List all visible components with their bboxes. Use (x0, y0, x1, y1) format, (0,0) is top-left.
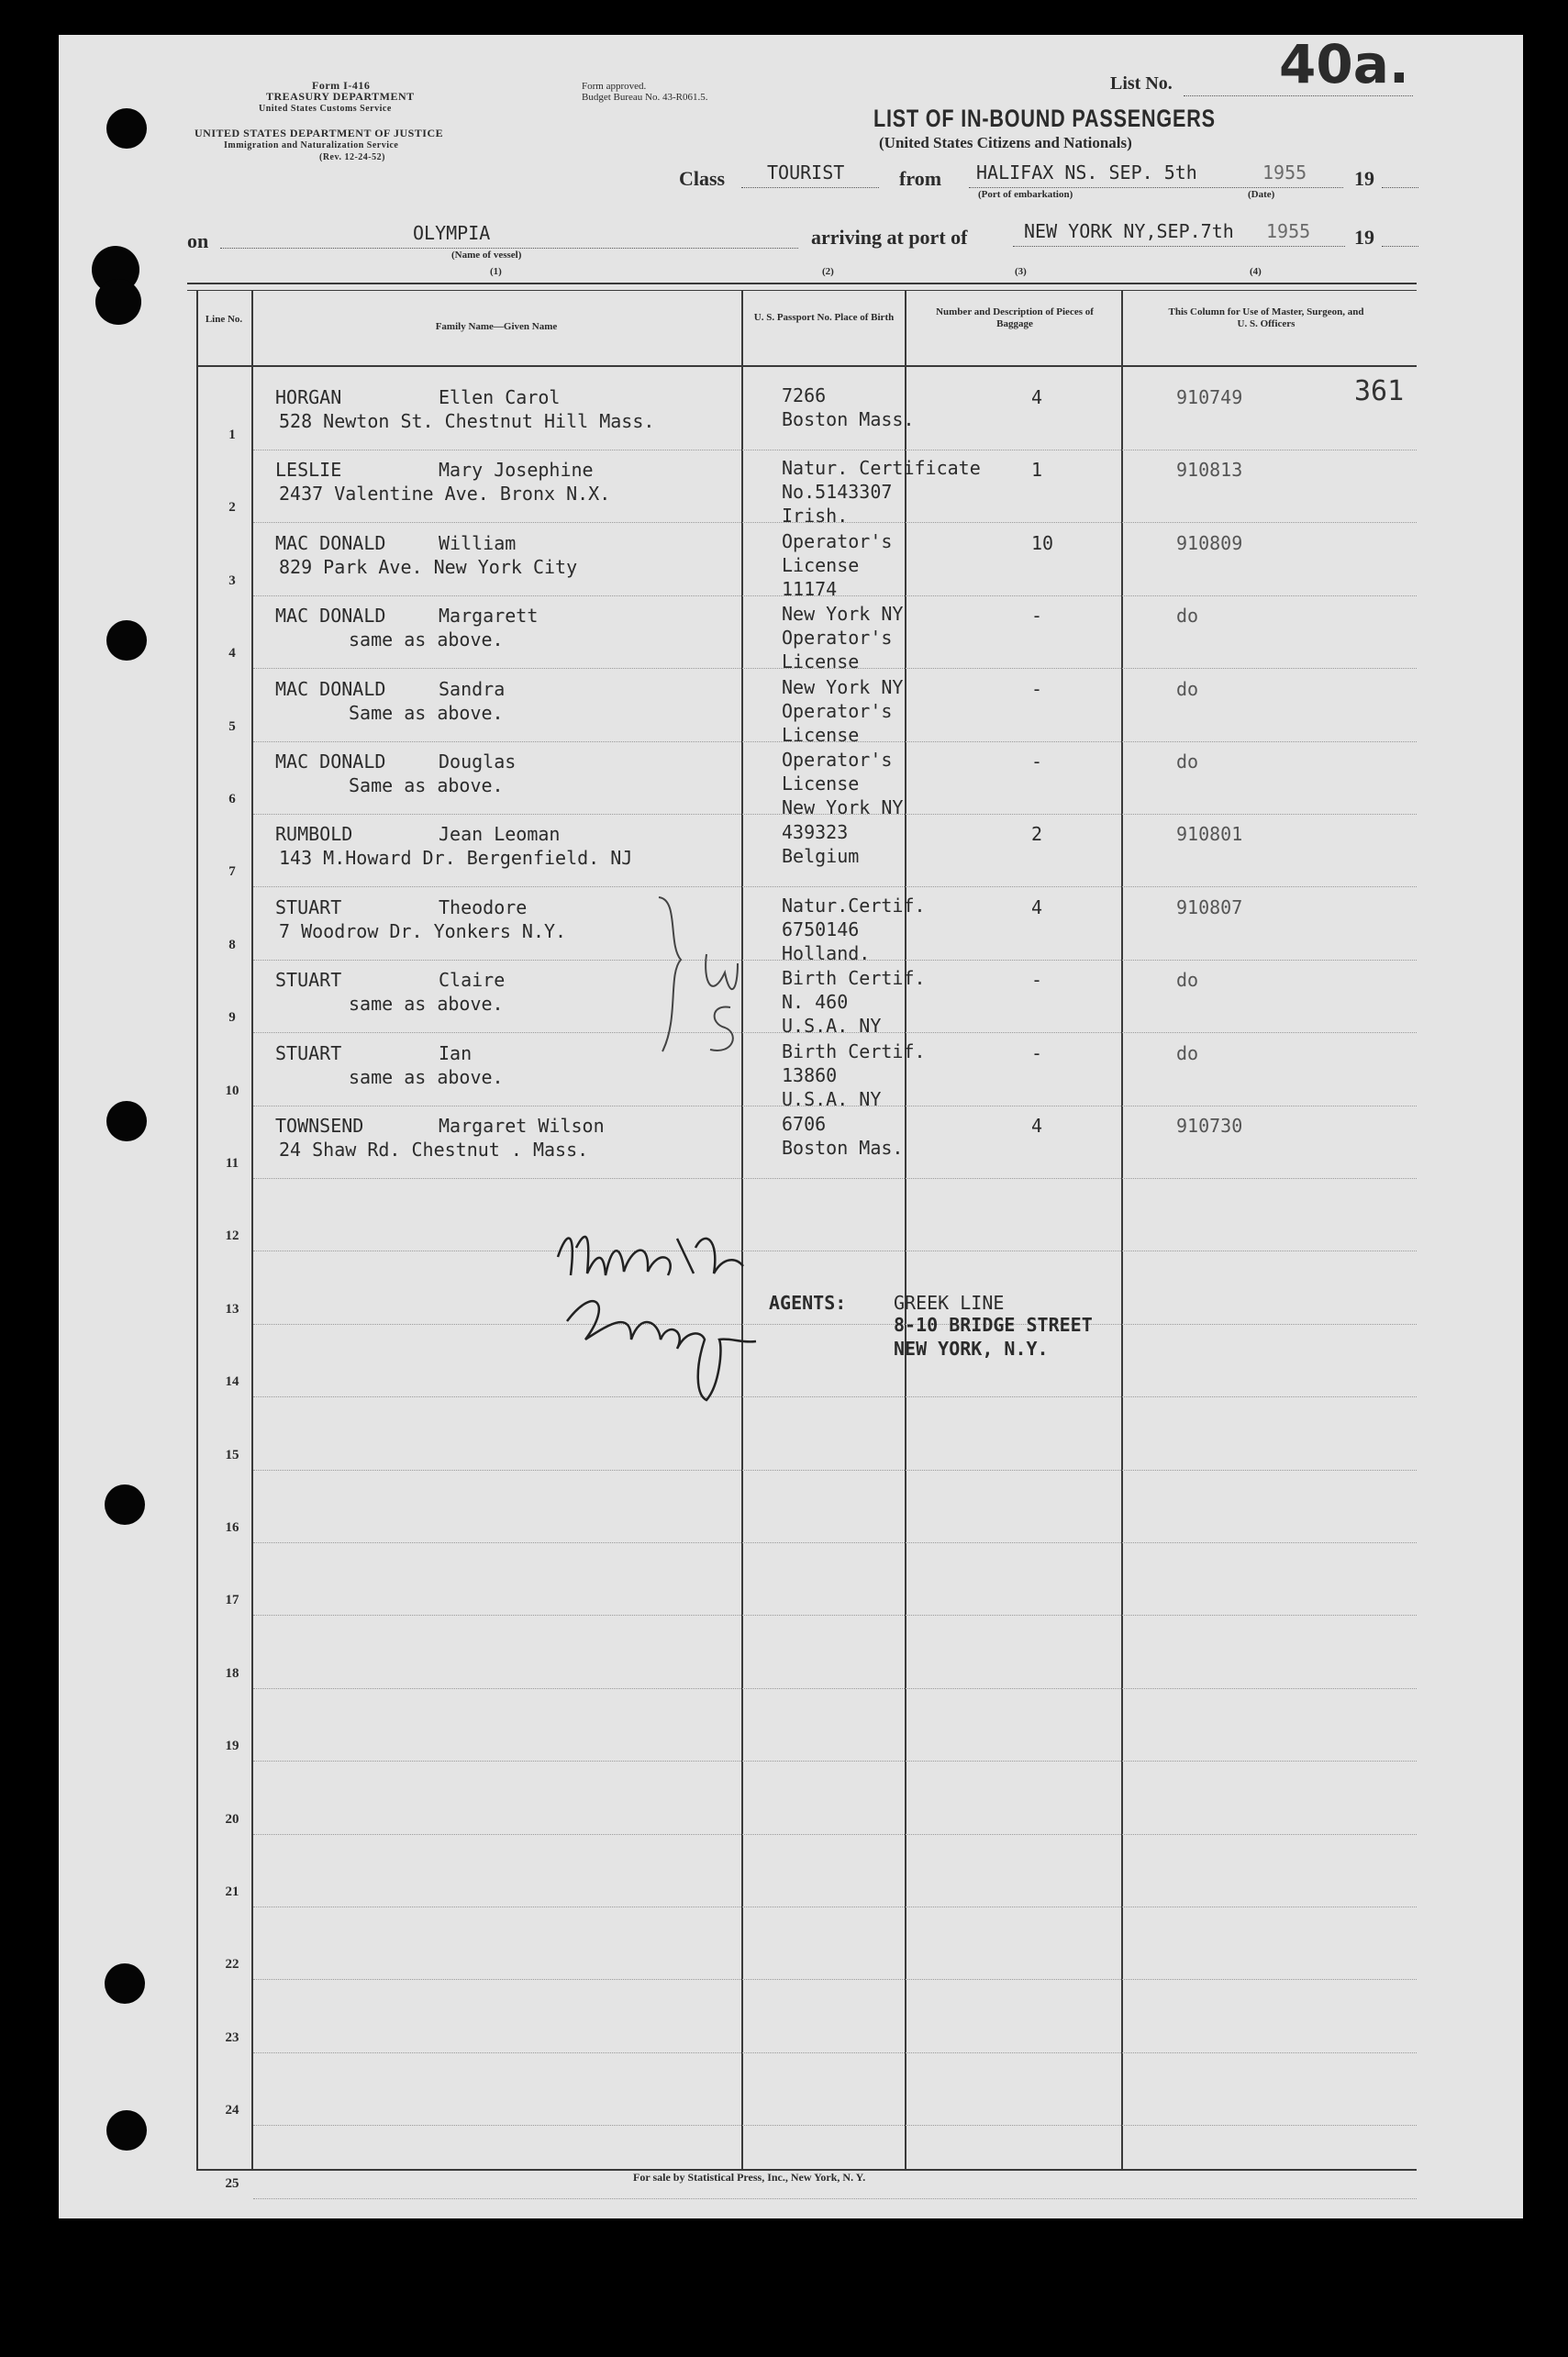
address: Same as above. (349, 701, 504, 724)
arrival-year: 1955 (1266, 220, 1311, 242)
baggage-count: - (1031, 1041, 1043, 1064)
header-passport: U. S. Passport No. Place of Birth (753, 312, 895, 323)
officer-code: 910813 (1176, 459, 1243, 482)
officer-code: 910730 (1176, 1115, 1243, 1137)
baggage-count: 4 (1031, 895, 1043, 918)
line-number: 18 (225, 1665, 239, 1681)
family-name: STUART (275, 895, 342, 918)
passport-place: Operator's (782, 699, 893, 722)
passport-place: License (782, 650, 860, 673)
page-subtitle: (United States Citizens and Nationals) (879, 134, 1132, 151)
baggage-count: 4 (1031, 1115, 1043, 1137)
line-number: 12 (225, 1229, 239, 1244)
passport-place: New York NY (782, 796, 904, 818)
line-number: 3 (228, 573, 236, 588)
line-number: 9 (228, 1010, 236, 1026)
embark-caption: (Port of embarkation) (978, 189, 1073, 200)
address: 24 Shaw Rd. Chestnut . Mass. (279, 1139, 589, 1161)
address: same as above. (349, 628, 504, 651)
family-name: RUMBOLD (275, 823, 353, 846)
officer-code: 910809 (1176, 531, 1243, 554)
passport-place: Irish. (782, 505, 849, 528)
col-4-caption: (4) (1250, 266, 1262, 277)
row-rule (253, 1324, 1417, 1325)
immigration-service: Immigration and Naturalization Service (224, 140, 399, 150)
binder-hole (106, 620, 147, 661)
officer-code: 910749 (1176, 386, 1243, 408)
budget-bureau: Budget Bureau No. 43-R061.5. (582, 92, 708, 103)
page-title: LIST OF IN-BOUND PASSENGERS (873, 105, 1216, 132)
binder-hole (105, 1963, 145, 2004)
binder-hole (106, 108, 147, 149)
line-number: 22 (225, 1957, 239, 1973)
line-number: 15 (225, 1447, 239, 1462)
baggage-count: 10 (1031, 531, 1054, 554)
revision-date: (Rev. 12-24-52) (319, 152, 385, 162)
agent-line: GREEK LINE (894, 1292, 1005, 1314)
passport-place: Belgium (782, 845, 860, 868)
signature (539, 1220, 778, 1413)
officer-code: do (1176, 969, 1199, 992)
line-number: 11 (225, 1156, 239, 1171)
line-number: 10 (225, 1083, 239, 1098)
baggage-count: - (1031, 750, 1043, 773)
header-line-no: Line No. (205, 314, 243, 325)
from-label: from (899, 167, 942, 190)
address: same as above. (349, 993, 504, 1016)
line-number: 8 (228, 937, 236, 952)
vessel-caption: (Name of vessel) (451, 250, 522, 261)
line-number: 13 (225, 1301, 239, 1317)
given-name: Mary Josephine (439, 459, 594, 482)
address: Same as above. (349, 774, 504, 796)
line-number: 1 (228, 428, 236, 442)
agent-line: NEW YORK, N.Y. (894, 1338, 1049, 1360)
row-rule (253, 1761, 1417, 1762)
officer-code: 910807 (1176, 895, 1243, 918)
address: 829 Park Ave. New York City (279, 555, 578, 578)
passport-place: 439323 (782, 821, 849, 844)
row-rule (253, 1834, 1417, 1835)
given-name: Sandra (439, 677, 506, 700)
given-name: Jean Leoman (439, 823, 561, 846)
given-name: Margarett (439, 605, 539, 628)
list-no-label: List No. (1110, 73, 1173, 94)
col-3-caption: (3) (1015, 266, 1027, 277)
passport-place: U.S.A. NY (782, 1087, 882, 1110)
header-baggage: Number and Description of Pieces of Baggage (936, 306, 1094, 329)
address: 528 Newton St. Chestnut Hill Mass. (279, 410, 655, 432)
year-suffix: 19 (1354, 167, 1374, 190)
line-number: 16 (225, 1520, 239, 1535)
row-rule (253, 886, 1417, 887)
passport-place: Natur. Certificate (782, 457, 981, 480)
address: 2437 Valentine Ave. Bronx N.X. (279, 483, 611, 506)
arrival-year-suffix: 19 (1354, 226, 1374, 249)
passport-place: Boston Mas. (782, 1137, 904, 1159)
line-number: 2 (228, 500, 236, 516)
family-name: MAC DONALD (275, 677, 386, 700)
binder-hole (105, 1484, 145, 1525)
passport-place: 11174 (782, 577, 838, 600)
binder-hole (106, 2110, 147, 2151)
col-2-caption: (2) (822, 266, 834, 277)
family-name: MAC DONALD (275, 531, 386, 554)
officer-code: do (1176, 605, 1199, 628)
family-name: STUART (275, 969, 342, 992)
header-officers: This Column for Use of Master, Surgeon, and U. S. Officers (1168, 306, 1364, 329)
line-number: 23 (225, 2029, 239, 2045)
class-label: Class (679, 167, 726, 190)
passport-place: Operator's (782, 529, 893, 552)
given-name: Ellen Carol (439, 386, 561, 408)
row-rule (253, 1615, 1417, 1616)
from-year: 1955 (1262, 161, 1307, 183)
department-justice: UNITED STATES DEPARTMENT OF JUSTICE (195, 127, 444, 139)
footer-note: For sale by Statistical Press, Inc., New York, N. Y. (633, 2171, 866, 2184)
header-name: Family Name—Given Name (435, 321, 558, 332)
officer-code: do (1176, 1041, 1199, 1064)
row-rule (253, 1979, 1417, 1980)
line-number: 25 (225, 2175, 239, 2191)
baggage-count: 2 (1031, 823, 1043, 846)
family-name: STUART (275, 1041, 342, 1064)
vessel-value: OLYMPIA (413, 222, 491, 244)
passport-place: New York NY (782, 603, 904, 626)
row-rule (253, 1470, 1417, 1471)
binder-hole (95, 279, 141, 325)
row-rule (253, 1542, 1417, 1543)
line-number: 4 (228, 646, 236, 662)
passport-place: 6750146 (782, 917, 860, 940)
department-treasury: TREASURY DEPARTMENT (266, 90, 415, 103)
baggage-count: - (1031, 969, 1043, 992)
col-1-caption: (1) (490, 266, 502, 277)
arriving-label: arriving at port of (811, 226, 968, 249)
given-name: Ian (439, 1041, 473, 1064)
date-caption: (Date) (1248, 189, 1275, 200)
row-rule (253, 1396, 1417, 1397)
family-name: MAC DONALD (275, 605, 386, 628)
passport-place: Operator's (782, 749, 893, 771)
line-number: 24 (225, 2103, 239, 2118)
passport-place: 7266 (782, 384, 827, 406)
passport-place: 6706 (782, 1113, 827, 1135)
arrival-value: NEW YORK NY,SEP.7th (1024, 220, 1234, 242)
passport-place: License (782, 773, 860, 795)
family-name: LESLIE (275, 459, 342, 482)
passport-place: Natur.Certif. (782, 894, 926, 917)
line-number: 20 (225, 1811, 239, 1827)
list-no-value: 40a. (1279, 33, 1409, 95)
given-name: William (439, 531, 517, 554)
approval-line: Form approved. (582, 81, 647, 92)
given-name: Theodore (439, 895, 528, 918)
row-rule (253, 2052, 1417, 2053)
line-number: 19 (225, 1739, 239, 1754)
family-name: MAC DONALD (275, 750, 386, 773)
passport-place: Holland. (782, 941, 871, 964)
class-value: TOURIST (767, 161, 845, 183)
passport-place: Boston Mass. (782, 408, 915, 430)
line-number: 7 (228, 864, 236, 880)
line-number: 14 (225, 1374, 239, 1390)
family-name: TOWNSEND (275, 1115, 364, 1137)
bracket-mark (642, 890, 752, 1073)
passport-place: U.S.A. NY (782, 1015, 882, 1038)
binder-hole (106, 1101, 147, 1141)
on-label: on (187, 229, 209, 252)
baggage-count: 1 (1031, 459, 1043, 482)
passport-place: 13860 (782, 1063, 838, 1086)
baggage-count: - (1031, 677, 1043, 700)
form-number: Form I-416 (312, 79, 371, 92)
officer-code: do (1176, 677, 1199, 700)
agent-line: 8-10 BRIDGE STREET (894, 1314, 1093, 1336)
given-name: Claire (439, 969, 506, 992)
row-rule (253, 1688, 1417, 1689)
customs-service: United States Customs Service (259, 104, 392, 114)
passport-place: Operator's (782, 627, 893, 650)
row-rule (253, 2125, 1417, 2126)
passport-place: No.5143307 (782, 481, 893, 504)
passport-place: New York NY (782, 675, 904, 698)
baggage-count: 4 (1031, 386, 1043, 408)
address: 7 Woodrow Dr. Yonkers N.Y. (279, 919, 567, 942)
baggage-count: - (1031, 605, 1043, 628)
passport-place: Birth Certif. (782, 967, 926, 990)
line-number: 5 (228, 718, 236, 734)
family-name: HORGAN (275, 386, 342, 408)
passport-place: License (782, 723, 860, 746)
line-number: 17 (225, 1593, 239, 1608)
address: 143 M.Howard Dr. Bergenfield. NJ (279, 847, 633, 870)
officer-code: do (1176, 750, 1199, 773)
passport-place: License (782, 553, 860, 576)
given-name: Douglas (439, 750, 517, 773)
given-name: Margaret Wilson (439, 1115, 605, 1137)
passport-place: Birth Certif. (782, 1040, 926, 1062)
address: same as above. (349, 1065, 504, 1088)
from-value: HALIFAX NS. SEP. 5th (976, 161, 1197, 183)
agents-label: AGENTS: (769, 1292, 847, 1314)
row-rule (253, 1178, 1417, 1179)
line-number: 6 (228, 792, 236, 806)
line-number: 21 (225, 1884, 239, 1899)
officer-code: 910801 (1176, 823, 1243, 846)
row-rule (253, 2198, 1417, 2199)
passport-place: N. 460 (782, 991, 849, 1014)
officer-note: 361 (1354, 375, 1405, 407)
